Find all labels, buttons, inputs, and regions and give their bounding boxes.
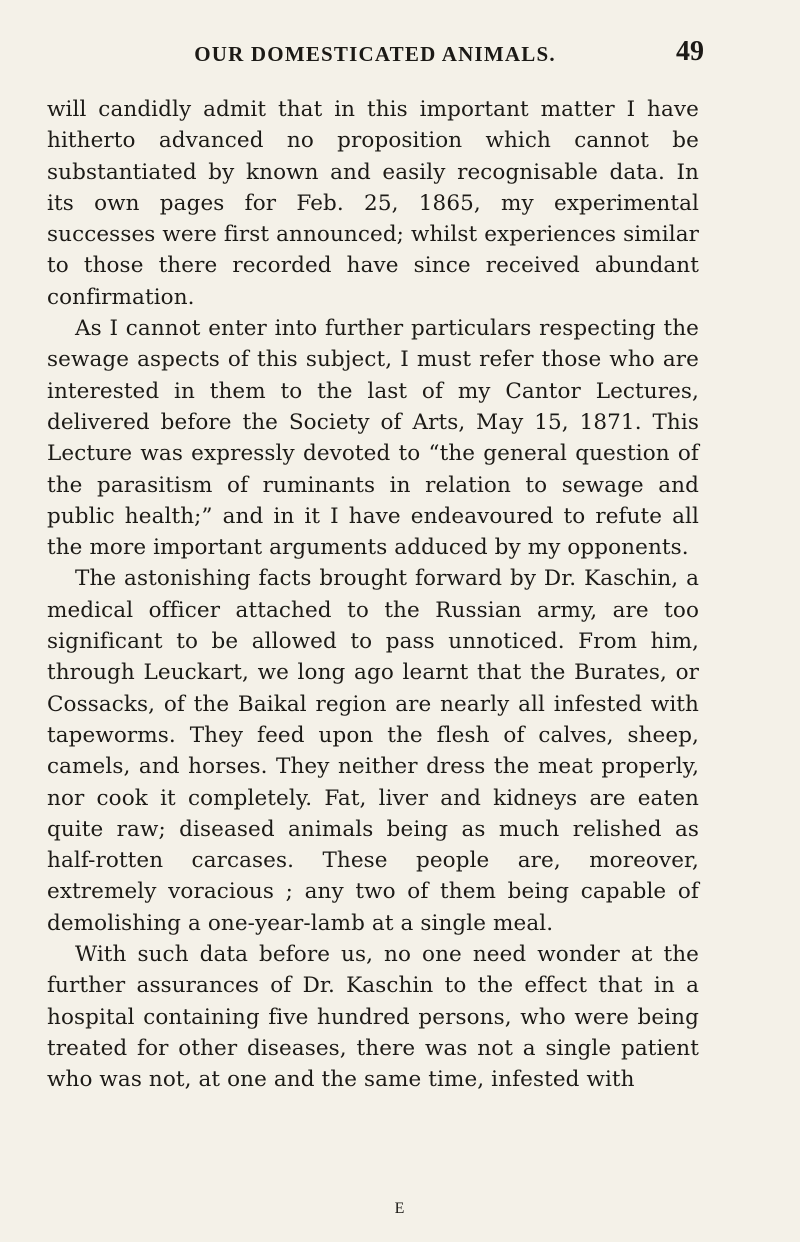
paragraph-hospital: With such data before us, no one need wonder at the further assurances of Dr. Kaschin to the effect that in a hospital containing five hundred persons, who were being treated for other diseases, there was not a single patient who was not, at one and the same time, infested with bbox=[47, 942, 699, 1093]
signature-mark: E bbox=[394, 1200, 406, 1217]
paragraph-kaschin: The astonishing facts brought forward by Dr. Kaschin, a medical officer attached to the Russian army, are too significant to be allowed to pass unnoticed. From him, through Leuckart, we long ago learnt that the Burates, or Cossacks, of the Baikal region are nearly all infested with tapeworms. They feed upon the flesh of calves, sheep, camels, and horses. They neither dress the meat properly, nor cook it completely. Fat, liver and kidneys are eaten quite raw; diseased animals being as much relished as half-rotten carcases. These people are, moreover, extremely voracious ; any two of them being capable of demolishing a one-year-lamb at a single meal. bbox=[47, 566, 699, 936]
running-title: OUR DOMESTICATED ANIMALS. bbox=[194, 42, 556, 66]
paragraph-continuation: will candidly admit that in this important matter I have hitherto advanced no proposition which cannot be substantiated by known and easily recognisable data. In its own pages for Feb. 25, 1865, my experimental successes were first announced; whilst experiences similar to those there recorded have since received abundant confirmation. bbox=[47, 97, 699, 310]
body-text bbox=[47, 94, 699, 1096]
running-head bbox=[50, 36, 704, 76]
page-number: 49 bbox=[676, 36, 704, 67]
paragraph-sewage: As I cannot enter into further particulars respecting the sewage aspects of this subject, I must refer those who are interested in them to the last of my Cantor Lectures, delivered before the Society of Arts, May 15, 1871. This Lecture was expressly devoted to “the general question of the parasitism of ruminants in relation to sewage and public health;” and in it I have endeavoured to refute all the more important arguments adduced by my opponents. bbox=[47, 316, 699, 561]
